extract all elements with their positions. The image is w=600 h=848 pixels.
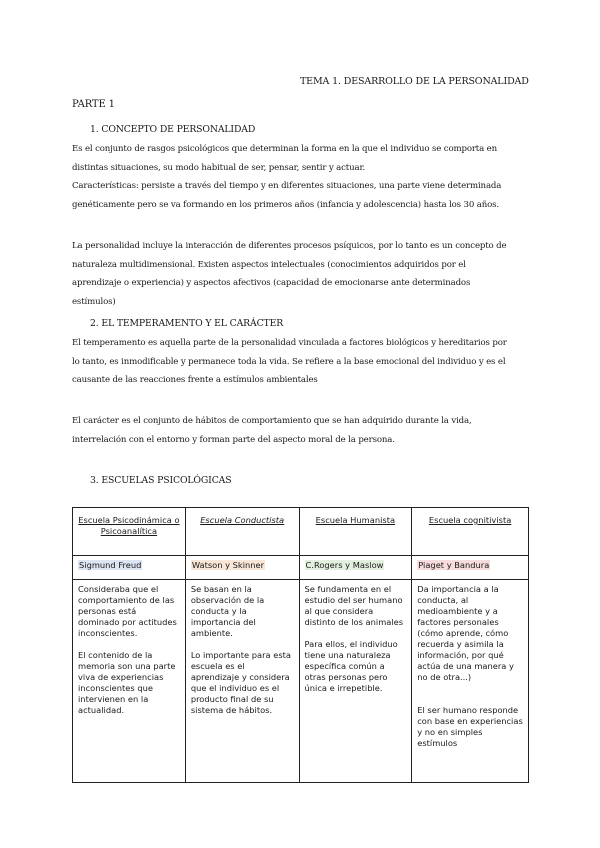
table-body-row (73, 580, 529, 783)
table-header-row (73, 508, 529, 556)
text-line: El carácter es el conjunto de hábitos de comportamiento que se han adquirido durante la vida, (72, 416, 472, 426)
section-1-paragraph-2 (72, 237, 532, 311)
author-cell (412, 556, 529, 580)
text-line: distintas situaciones, su modo habitual de ser, pensar, sentir y actuar. (72, 162, 366, 173)
cell-paragraph: Da importancia a la conducta, al medioambiente y a factores personales (cómo aprende, cómo recuerda y asimila la información, por qué actúa de una manera y no de otra...) (417, 584, 514, 682)
text-line: El temperamento es aquella parte de la personalidad vinculada a factores biológicos y hereditarios por (72, 338, 507, 348)
text-line: genéticamente pero se va formando en los primeros años (infancia y adolescencia) hasta los 30 años. (72, 199, 499, 210)
cell-paragraph: Se fundamenta en el estudio del ser humano al que considera distinto de los animales (304, 584, 404, 627)
section-3-heading: 3. ESCUELAS PSICOLÓGICAS (90, 475, 232, 486)
part-label: PARTE 1 (72, 99, 115, 110)
section-1-paragraph (72, 140, 532, 214)
description-conductista (185, 580, 299, 783)
author-cell (299, 556, 412, 580)
text-line: interrelación con el entorno y forman parte del aspecto moral de la persona. (72, 434, 395, 445)
section-2-heading: 2. EL TEMPERAMENTO Y EL CARÁCTER (90, 318, 284, 329)
header-conductista: Escuela Conductista (185, 508, 299, 556)
cell-paragraph: El ser humano responde con base en experiencias y no en simples estímulos (417, 705, 523, 748)
text-line: aprendizaje o experiencia) y aspectos afectivos (capacidad de emocionarse ante determinados (72, 278, 471, 288)
header-psicodinamica: Escuela Psicodinámica o Psicoanalítica (73, 508, 186, 556)
text-line: lo tanto, es inmodificable y permanece toda la vida. Se refiere a la base emocional del individuo y es el (72, 356, 506, 367)
cell-paragraph: Para ellos, el individuo tiene una naturaleza específica común a otras personas pero única e irrepetible. (304, 639, 398, 693)
section-2-paragraph-2 (72, 412, 532, 449)
document-title: TEMA 1. DESARROLLO DE LA PERSONALIDAD (300, 76, 529, 87)
author-piaget-bandura: Piaget y Bandura (418, 560, 490, 570)
text-line: causante de las reacciones frente a estímulos ambientales (72, 375, 318, 385)
text-line: estímulos) (72, 296, 116, 307)
header-cognitivista: Escuela cognitivista (412, 508, 529, 556)
text-line: naturaleza multidimensional. Existen aspectos intelectuales (conocimientos adquiridos por el (72, 259, 466, 270)
author-cell (73, 556, 186, 580)
schools-table (72, 507, 529, 783)
cell-paragraph: Se basan en la observación de la conducta y la importancia del ambiente. (190, 584, 265, 638)
description-humanista (299, 580, 412, 783)
author-freud: Sigmund Freud (79, 560, 142, 570)
author-cell (185, 556, 299, 580)
section-1-heading: 1. CONCEPTO DE PERSONALIDAD (90, 124, 256, 135)
cell-paragraph: Consideraba que el comportamiento de las personas está dominado por actitudes inconscientes. (78, 584, 177, 638)
author-watson-skinner: Watson y Skinner (191, 560, 265, 570)
table-author-row (73, 556, 529, 580)
section-2-paragraph (72, 334, 532, 390)
description-cognitivista (412, 580, 529, 783)
text-line: Es el conjunto de rasgos psicológicos que determinan la forma en la que el individuo se comporta en (72, 144, 497, 154)
cell-paragraph: Lo importante para esta escuela es el aprendizaje y considera que el individuo es el producto final de su sistema de hábitos. (190, 650, 291, 715)
text-line: La personalidad incluye la interacción de diferentes procesos psíquicos, por lo tanto es un concepto de (72, 241, 507, 251)
header-humanista: Escuela Humanista (299, 508, 412, 556)
author-rogers-maslow: C.Rogers y Maslow (305, 560, 384, 570)
description-psicodinamica (73, 580, 186, 783)
cell-paragraph: El contenido de la memoria son una parte viva de experiencias inconscientes que intervienen en la actualidad. (78, 650, 176, 715)
text-line: Características: persiste a través del tiempo y en diferentes situaciones, una parte viene determinada (72, 181, 502, 191)
